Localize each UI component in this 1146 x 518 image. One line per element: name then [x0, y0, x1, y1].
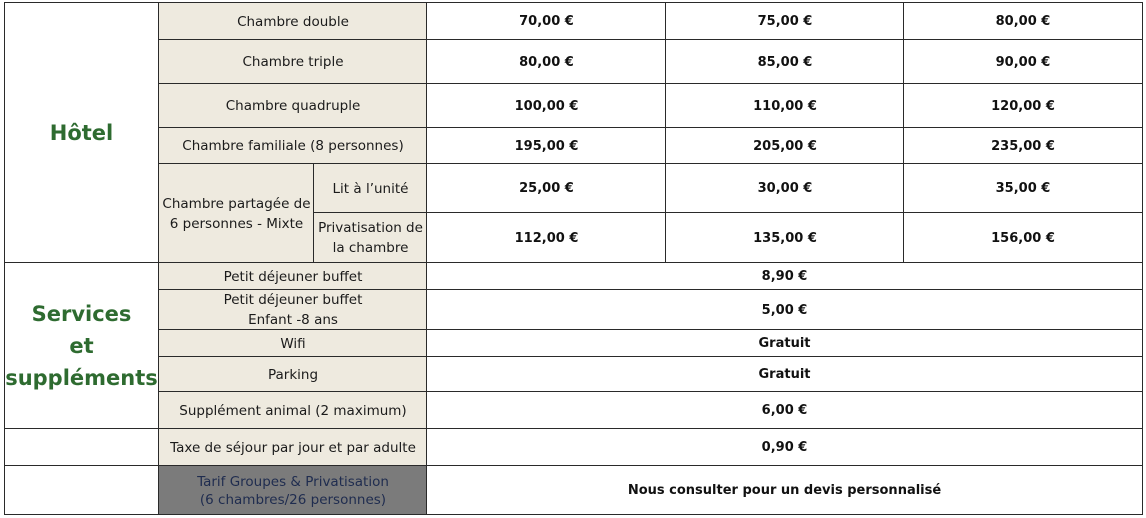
- room-label-triple: Chambre triple: [159, 40, 427, 84]
- column-divider: [313, 164, 314, 263]
- column-divider: [158, 2, 159, 515]
- column-divider: [665, 2, 666, 263]
- service-label-wifi: Wifi: [159, 330, 427, 357]
- row-divider: [159, 39, 1142, 40]
- service-value: 5,00 €: [761, 302, 808, 318]
- price-cell: 75,00 €: [757, 14, 813, 29]
- tax-value: 0,90 €: [761, 440, 808, 455]
- room-label-shared: Chambre partagée de 6 personnes - Mixte: [159, 164, 314, 263]
- column-divider: [426, 2, 427, 515]
- row-divider: [159, 127, 1142, 128]
- tax-label: Taxe de séjour par jour et par adulte: [159, 429, 427, 466]
- price-cell: 25,00 €: [519, 181, 574, 196]
- price-cell: 30,00 €: [757, 181, 813, 196]
- service-label-breakfast: Petit déjeuner buffet: [159, 263, 427, 290]
- price-cell: 100,00 €: [514, 98, 579, 114]
- row-divider: [159, 356, 1142, 357]
- service-label-breakfast-child: Petit déjeuner buffet Enfant -8 ans: [159, 290, 427, 330]
- row-divider: [159, 163, 1142, 164]
- section-label-services: Services et suppléments: [5, 302, 158, 390]
- price-cell: 70,00 €: [519, 14, 574, 29]
- room-label-double: Chambre double: [159, 3, 427, 40]
- row-divider: [159, 83, 1142, 84]
- price-cell: 90,00 €: [995, 54, 1051, 70]
- price-cell: 235,00 €: [991, 138, 1055, 154]
- row-divider: [159, 289, 1142, 290]
- price-cell: 135,00 €: [753, 230, 817, 246]
- price-cell: 120,00 €: [991, 98, 1055, 114]
- table-border: [4, 2, 5, 515]
- service-label-animal: Supplément animal (2 maximum): [159, 392, 427, 429]
- service-value: 8,90 €: [761, 269, 808, 284]
- shared-sub-label-bed: Lit à l’unité: [314, 164, 427, 213]
- section-divider: [4, 428, 1143, 429]
- row-divider: [159, 391, 1142, 392]
- price-cell: 205,00 €: [753, 138, 817, 154]
- room-label-familiale: Chambre familiale (8 personnes): [159, 128, 427, 164]
- column-divider: [903, 2, 904, 263]
- service-value: 6,00 €: [761, 403, 808, 418]
- groups-value: Nous consulter pour un devis personnalisé: [627, 483, 942, 498]
- row-divider: [314, 212, 1142, 213]
- service-value: Gratuit: [758, 367, 811, 382]
- price-cell: 112,00 €: [514, 230, 579, 246]
- room-label-quadruple: Chambre quadruple: [159, 84, 427, 128]
- price-cell: 80,00 €: [519, 54, 574, 70]
- price-cell: 195,00 €: [514, 138, 579, 154]
- service-value: Gratuit: [758, 336, 811, 351]
- price-cell: 110,00 €: [753, 98, 817, 114]
- price-cell: 35,00 €: [995, 181, 1051, 196]
- section-label-hotel: Hôtel: [49, 121, 114, 145]
- table-border: [1142, 2, 1143, 515]
- price-cell: 80,00 €: [995, 14, 1051, 29]
- shared-sub-label-private: Privatisation de la chambre: [314, 213, 427, 263]
- price-cell: 85,00 €: [757, 54, 813, 70]
- price-cell: 156,00 €: [991, 230, 1055, 246]
- section-divider: [4, 262, 1143, 263]
- table-border: [4, 2, 1143, 3]
- row-divider: [159, 329, 1142, 330]
- groups-label: Tarif Groupes & Privatisation (6 chambres/26 personnes): [159, 466, 427, 515]
- table-border: [4, 514, 1143, 515]
- service-label-parking: Parking: [159, 357, 427, 392]
- section-divider: [4, 465, 1143, 466]
